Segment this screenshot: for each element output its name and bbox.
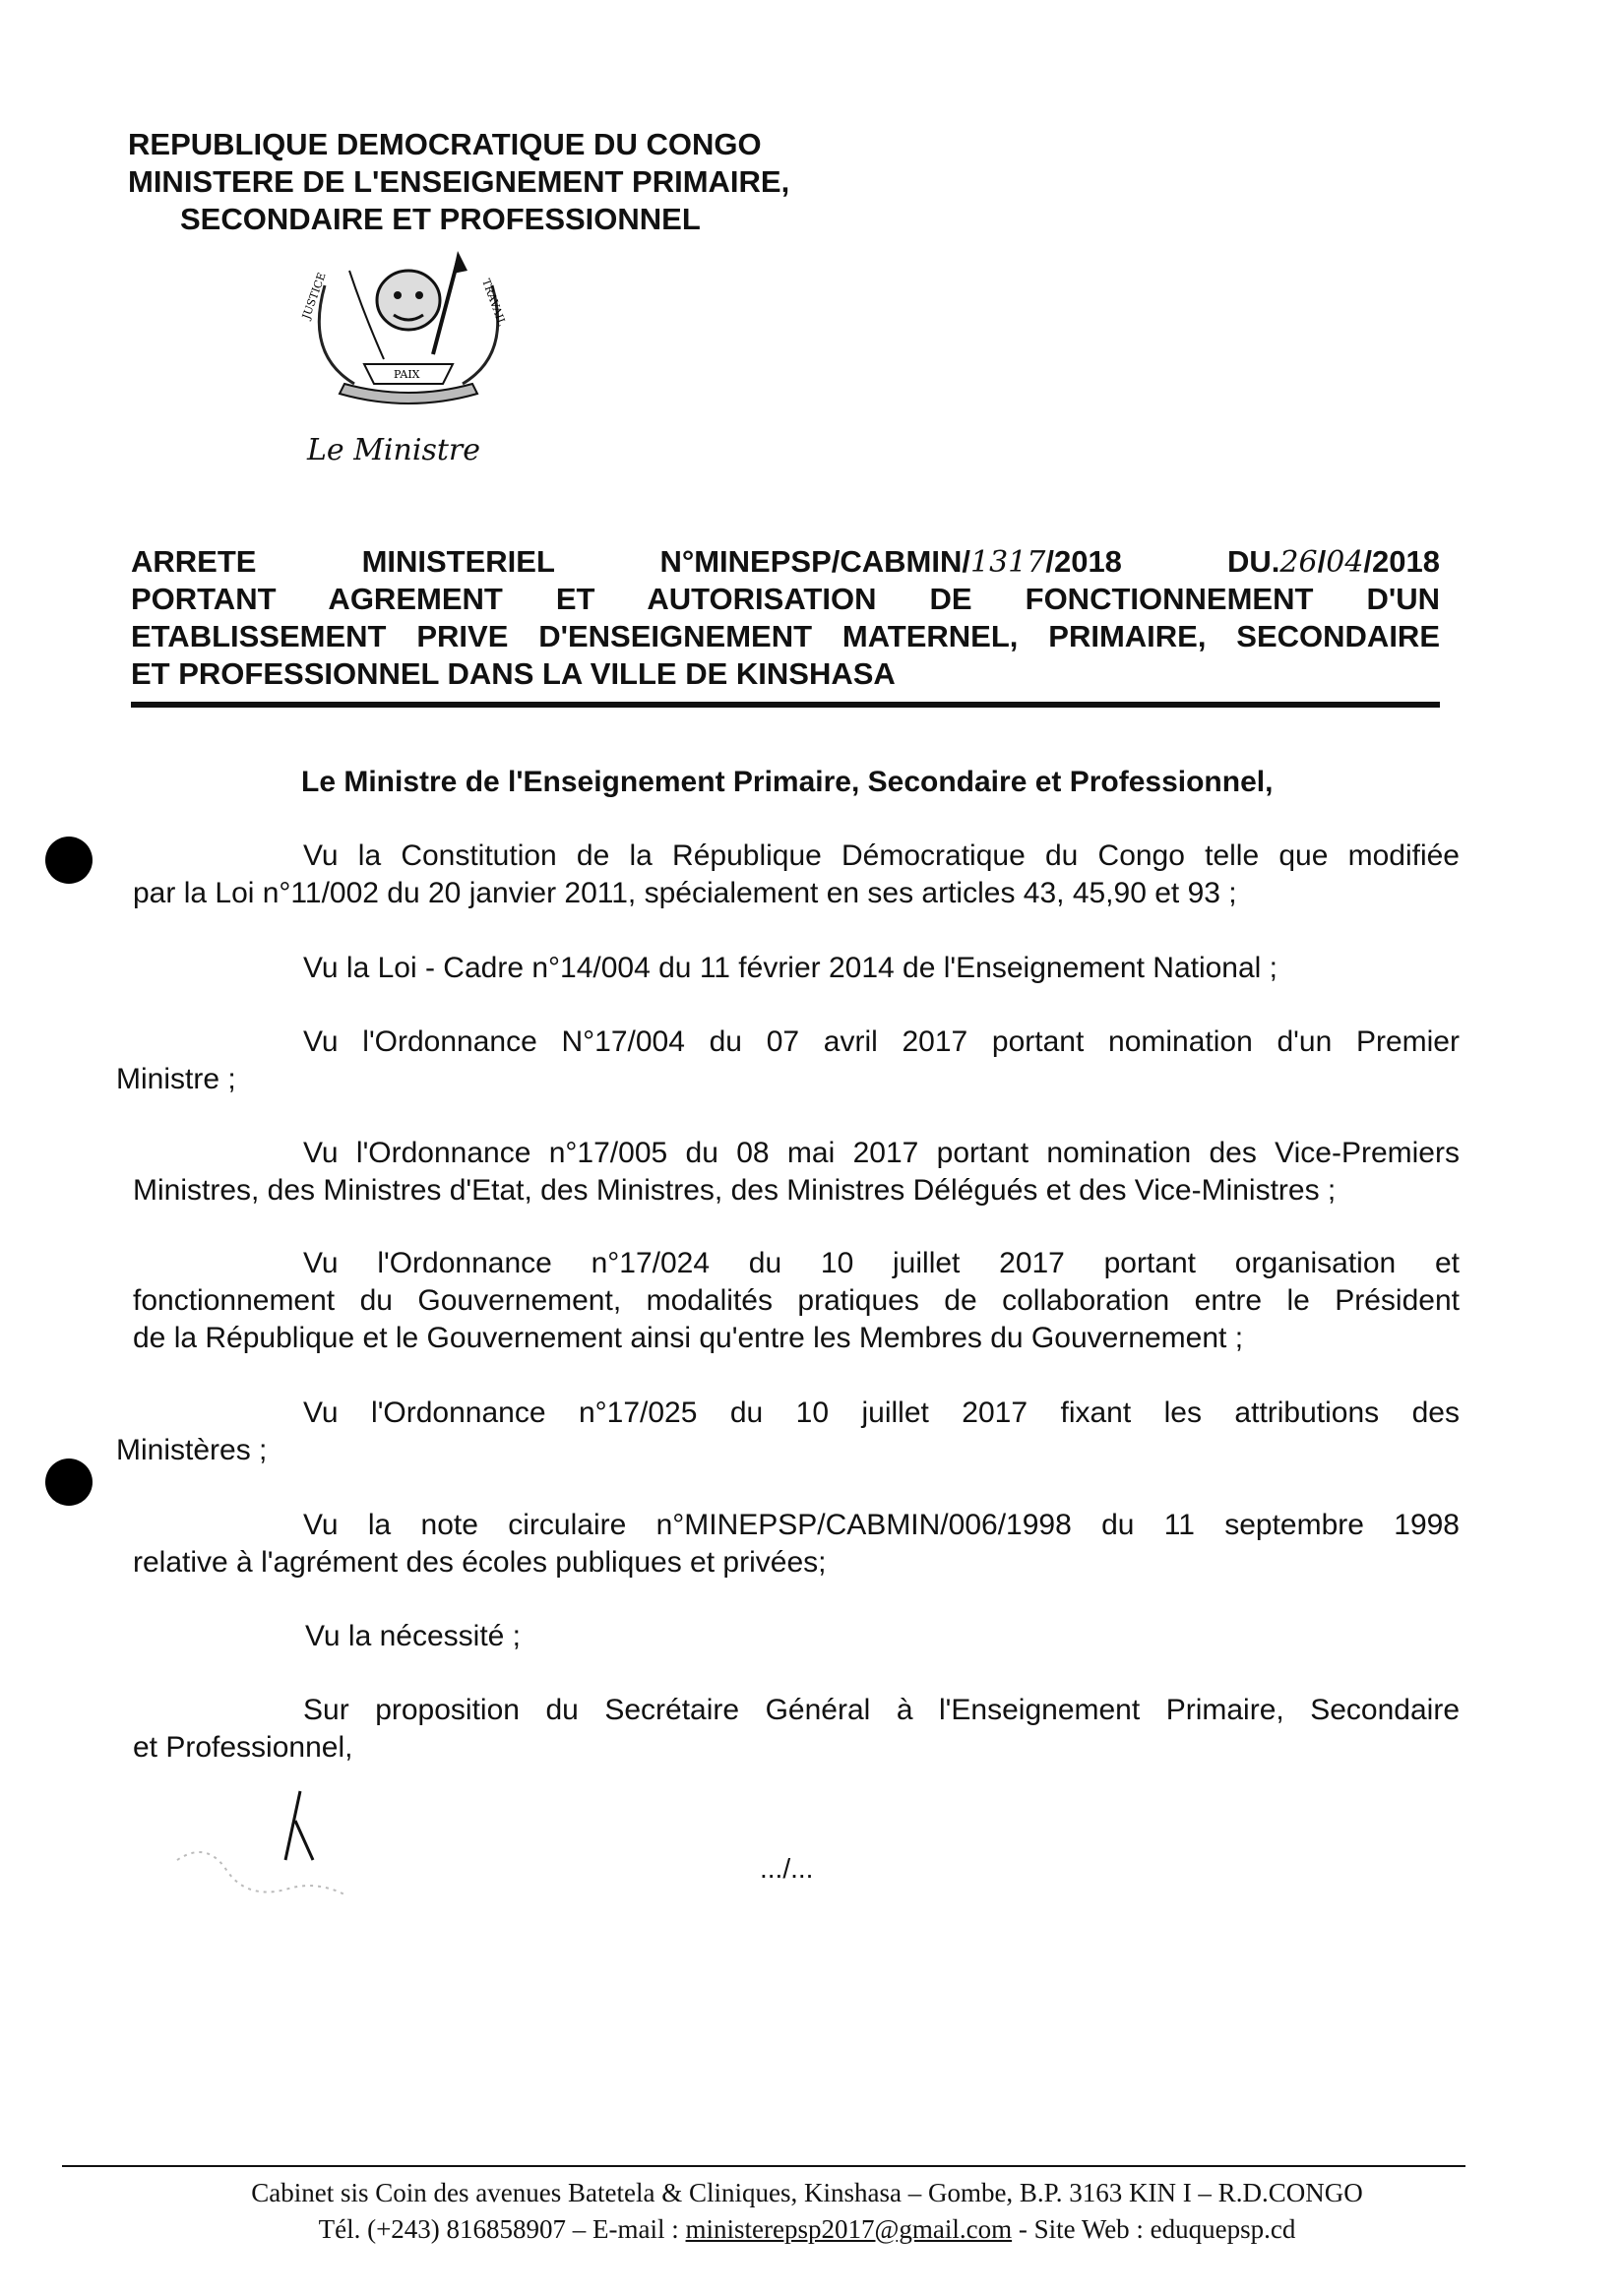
- coat-of-arms-emblem: [295, 246, 522, 413]
- decree-word: ARRETE: [131, 544, 257, 579]
- citation-constitution: Vu la Constitution de la République Démocratique du Congo telle que modifiée par la Loi n°11/002 du 20 janvier 2011, spécialement en ses articles 43, 45,90 et 93 ;: [133, 839, 1460, 909]
- decree-title-line4: ET PROFESSIONNEL DANS LA VILLE DE KINSHASA: [131, 656, 896, 691]
- handwritten-number: 1317: [969, 545, 1046, 580]
- motto-left: JUSTICE: [299, 271, 329, 322]
- motto-center: PAIX: [394, 368, 420, 381]
- decree-word: MINISTERIEL: [361, 544, 555, 579]
- country-name: REPUBLIQUE DEMOCRATIQUE DU CONGO: [128, 127, 762, 161]
- footer-rule: [62, 2165, 1465, 2167]
- handwritten-month: 04: [1326, 545, 1364, 580]
- citation-framework-law: Vu la Loi - Cadre n°14/004 du 11 février 2014 de l'Enseignement National ;: [303, 952, 1278, 984]
- citation-ordinance-17-024: Vu l'Ordonnance n°17/024 du 10 juillet 2017 portant organisation et fonctionnement du Gouvernement, modalités pratiques de collaboration entre le Président de la République et le Gouvernement ainsi qu'entre les Membres du Gouvernement ;: [133, 1247, 1460, 1354]
- footer-contact: Tél. (+243) 816858907 – E-mail : ministerepsp2017@gmail.com - Site Web : eduquepsp.cd: [318, 2214, 1296, 2244]
- ministry-name-cont: SECONDAIRE ET PROFESSIONNEL: [180, 202, 701, 236]
- citation-ordinance-17-005: Vu l'Ordonnance n°17/005 du 08 mai 2017 portant nomination des Vice-Premiers Ministres, des Ministres d'Etat, des Ministres, des Ministres Délégués et des Vice-Ministres ;: [133, 1137, 1460, 1207]
- punch-hole: [45, 837, 93, 884]
- initials-paraph: [148, 1781, 404, 1919]
- decree-title-line2: PORTANT AGREMENT ET AUTORISATION DE FONCTIONNEMENT D'UN: [131, 582, 1440, 616]
- citation-necessity: Vu la nécessité ;: [305, 1620, 522, 1652]
- email-link[interactable]: ministerepsp2017@gmail.com: [685, 2214, 1013, 2244]
- motto-right: TRAVAIL: [479, 277, 509, 328]
- citation-ordinance-17-004: Vu l'Ordonnance N°17/004 du 07 avril 2017 portant nomination d'un Premier Ministre ;: [116, 1025, 1460, 1095]
- citation-circular-note: Vu la note circulaire n°MINEPSP/CABMIN/006/1998 du 11 septembre 1998 relative à l'agrément des écoles publiques et privées;: [133, 1509, 1460, 1579]
- footer-address: Cabinet sis Coin des avenues Batetela & Cliniques, Kinshasa – Gombe, B.P. 3163 KIN I – R.D.CONGO: [251, 2178, 1363, 2207]
- citation-ordinance-17-025: Vu l'Ordonnance n°17/025 du 10 juillet 2017 fixant les attributions des Ministères ;: [116, 1396, 1460, 1466]
- title-underline: [131, 702, 1440, 708]
- minister-caption: Le Ministre: [307, 433, 480, 467]
- preamble-heading: Le Ministre de l'Enseignement Primaire, Secondaire et Professionnel,: [301, 766, 1274, 798]
- decree-title-line1: [131, 543, 1440, 582]
- page-continuation: .../...: [760, 1853, 814, 1884]
- decree-number: N°MINEPSP/CABMIN/1317/2018: [659, 544, 1122, 580]
- proposal-clause: Sur proposition du Secrétaire Général à l'Enseignement Primaire, Secondaire et Professionnel,: [133, 1694, 1460, 1764]
- handwritten-day: 26: [1279, 545, 1318, 580]
- decree-title-line3: ETABLISSEMENT PRIVE D'ENSEIGNEMENT MATERNEL, PRIMAIRE, SECONDAIRE: [131, 619, 1440, 653]
- decree-date: DU.26/04/2018: [1227, 544, 1440, 580]
- ministry-name: MINISTERE DE L'ENSEIGNEMENT PRIMAIRE,: [128, 164, 790, 199]
- punch-hole: [45, 1458, 93, 1506]
